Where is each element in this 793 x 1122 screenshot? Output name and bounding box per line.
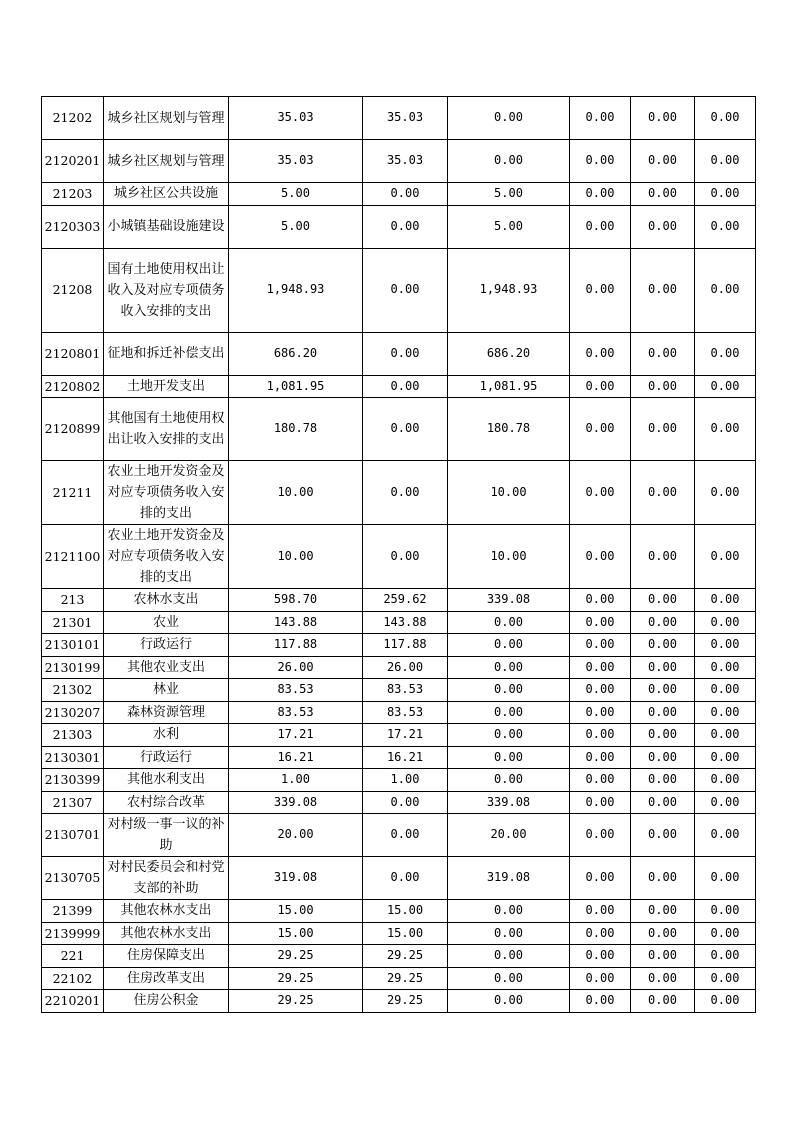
subject-code-cell: 2121100 <box>42 525 104 589</box>
table-row <box>42 375 756 398</box>
subject-name-cell: 农林水支出 <box>104 589 229 612</box>
other-col-3-cell: 0.00 <box>695 900 756 923</box>
table-row <box>42 634 756 657</box>
basic-expenditure-cell: 143.88 <box>363 611 448 634</box>
table-row <box>42 701 756 724</box>
project-expenditure-cell: 339.08 <box>448 589 570 612</box>
project-expenditure-cell: 0.00 <box>448 967 570 990</box>
subject-name-cell: 土地开发支出 <box>104 375 229 398</box>
other-col-2-cell: 0.00 <box>631 205 695 248</box>
other-col-2-cell: 0.00 <box>631 814 695 857</box>
other-col-2-cell: 0.00 <box>631 248 695 332</box>
table-row <box>42 398 756 461</box>
basic-expenditure-cell: 15.00 <box>363 922 448 945</box>
table-row <box>42 525 756 589</box>
other-col-1-cell: 0.00 <box>570 589 631 612</box>
other-col-3-cell: 0.00 <box>695 990 756 1013</box>
other-col-3-cell: 0.00 <box>695 814 756 857</box>
total-amount-cell: 15.00 <box>229 922 363 945</box>
subject-code-cell: 21399 <box>42 900 104 923</box>
other-col-3-cell: 0.00 <box>695 375 756 398</box>
other-col-2-cell: 0.00 <box>631 140 695 183</box>
other-col-3-cell: 0.00 <box>695 746 756 769</box>
other-col-2-cell: 0.00 <box>631 967 695 990</box>
subject-code-cell: 2120801 <box>42 332 104 375</box>
subject-code-cell: 2130705 <box>42 857 104 900</box>
subject-name-cell: 农村综合改革 <box>104 791 229 814</box>
total-amount-cell: 29.25 <box>229 990 363 1013</box>
project-expenditure-cell: 686.20 <box>448 332 570 375</box>
project-expenditure-cell: 0.00 <box>448 900 570 923</box>
project-expenditure-cell: 0.00 <box>448 990 570 1013</box>
project-expenditure-cell: 319.08 <box>448 857 570 900</box>
other-col-1-cell: 0.00 <box>570 656 631 679</box>
table-row <box>42 611 756 634</box>
other-col-3-cell: 0.00 <box>695 97 756 140</box>
table-row <box>42 967 756 990</box>
total-amount-cell: 10.00 <box>229 525 363 589</box>
total-amount-cell: 83.53 <box>229 701 363 724</box>
subject-name-cell: 其他农林水支出 <box>104 922 229 945</box>
table-row <box>42 656 756 679</box>
basic-expenditure-cell: 29.25 <box>363 967 448 990</box>
table-row <box>42 461 756 525</box>
subject-name-cell: 住房公积金 <box>104 990 229 1013</box>
table-row <box>42 900 756 923</box>
other-col-1-cell: 0.00 <box>570 205 631 248</box>
other-col-2-cell: 0.00 <box>631 375 695 398</box>
project-expenditure-cell: 0.00 <box>448 769 570 792</box>
subject-code-cell: 2130301 <box>42 746 104 769</box>
basic-expenditure-cell: 0.00 <box>363 398 448 461</box>
other-col-2-cell: 0.00 <box>631 701 695 724</box>
subject-name-cell: 对村级一事一议的补助 <box>104 814 229 857</box>
project-expenditure-cell: 0.00 <box>448 656 570 679</box>
other-col-2-cell: 0.00 <box>631 900 695 923</box>
other-col-2-cell: 0.00 <box>631 746 695 769</box>
subject-code-cell: 221 <box>42 945 104 968</box>
other-col-2-cell: 0.00 <box>631 97 695 140</box>
total-amount-cell: 598.70 <box>229 589 363 612</box>
other-col-1-cell: 0.00 <box>570 922 631 945</box>
other-col-1-cell: 0.00 <box>570 183 631 206</box>
total-amount-cell: 10.00 <box>229 461 363 525</box>
basic-expenditure-cell: 15.00 <box>363 900 448 923</box>
table-row <box>42 248 756 332</box>
total-amount-cell: 35.03 <box>229 97 363 140</box>
basic-expenditure-cell: 0.00 <box>363 791 448 814</box>
other-col-3-cell: 0.00 <box>695 656 756 679</box>
other-col-3-cell: 0.00 <box>695 205 756 248</box>
basic-expenditure-cell: 0.00 <box>363 814 448 857</box>
project-expenditure-cell: 20.00 <box>448 814 570 857</box>
subject-code-cell: 213 <box>42 589 104 612</box>
total-amount-cell: 180.78 <box>229 398 363 461</box>
other-col-2-cell: 0.00 <box>631 724 695 747</box>
other-col-3-cell: 0.00 <box>695 634 756 657</box>
other-col-1-cell: 0.00 <box>570 375 631 398</box>
total-amount-cell: 17.21 <box>229 724 363 747</box>
other-col-3-cell: 0.00 <box>695 791 756 814</box>
other-col-1-cell: 0.00 <box>570 248 631 332</box>
basic-expenditure-cell: 0.00 <box>363 183 448 206</box>
table-row <box>42 679 756 702</box>
basic-expenditure-cell: 1.00 <box>363 769 448 792</box>
project-expenditure-cell: 0.00 <box>448 634 570 657</box>
project-expenditure-cell: 10.00 <box>448 461 570 525</box>
project-expenditure-cell: 339.08 <box>448 791 570 814</box>
other-col-1-cell: 0.00 <box>570 611 631 634</box>
total-amount-cell: 1.00 <box>229 769 363 792</box>
project-expenditure-cell: 0.00 <box>448 724 570 747</box>
table-row <box>42 332 756 375</box>
basic-expenditure-cell: 0.00 <box>363 461 448 525</box>
other-col-1-cell: 0.00 <box>570 461 631 525</box>
table-body <box>42 97 756 1013</box>
subject-name-cell: 住房保障支出 <box>104 945 229 968</box>
table-row <box>42 814 756 857</box>
project-expenditure-cell: 0.00 <box>448 140 570 183</box>
subject-name-cell: 行政运行 <box>104 746 229 769</box>
subject-name-cell: 其他农林水支出 <box>104 900 229 923</box>
subject-code-cell: 21211 <box>42 461 104 525</box>
project-expenditure-cell: 0.00 <box>448 922 570 945</box>
total-amount-cell: 686.20 <box>229 332 363 375</box>
basic-expenditure-cell: 0.00 <box>363 248 448 332</box>
project-expenditure-cell: 0.00 <box>448 97 570 140</box>
subject-name-cell: 住房改革支出 <box>104 967 229 990</box>
subject-code-cell: 2130399 <box>42 769 104 792</box>
other-col-2-cell: 0.00 <box>631 589 695 612</box>
subject-name-cell: 林业 <box>104 679 229 702</box>
table-row <box>42 97 756 140</box>
subject-code-cell: 22102 <box>42 967 104 990</box>
other-col-1-cell: 0.00 <box>570 791 631 814</box>
basic-expenditure-cell: 0.00 <box>363 525 448 589</box>
subject-code-cell: 2130199 <box>42 656 104 679</box>
basic-expenditure-cell: 0.00 <box>363 857 448 900</box>
basic-expenditure-cell: 259.62 <box>363 589 448 612</box>
basic-expenditure-cell: 29.25 <box>363 990 448 1013</box>
other-col-2-cell: 0.00 <box>631 857 695 900</box>
other-col-3-cell: 0.00 <box>695 461 756 525</box>
project-expenditure-cell: 5.00 <box>448 183 570 206</box>
subject-code-cell: 2120802 <box>42 375 104 398</box>
subject-code-cell: 21202 <box>42 97 104 140</box>
subject-name-cell: 农业土地开发资金及对应专项债务收入安排的支出 <box>104 461 229 525</box>
subject-code-cell: 2130101 <box>42 634 104 657</box>
other-col-1-cell: 0.00 <box>570 857 631 900</box>
other-col-2-cell: 0.00 <box>631 769 695 792</box>
table-row <box>42 746 756 769</box>
other-col-2-cell: 0.00 <box>631 525 695 589</box>
subject-name-cell: 城乡社区规划与管理 <box>104 140 229 183</box>
other-col-2-cell: 0.00 <box>631 183 695 206</box>
subject-code-cell: 21203 <box>42 183 104 206</box>
subject-code-cell: 21301 <box>42 611 104 634</box>
other-col-2-cell: 0.00 <box>631 332 695 375</box>
subject-name-cell: 水利 <box>104 724 229 747</box>
project-expenditure-cell: 180.78 <box>448 398 570 461</box>
other-col-3-cell: 0.00 <box>695 525 756 589</box>
table-row <box>42 589 756 612</box>
other-col-1-cell: 0.00 <box>570 746 631 769</box>
subject-name-cell: 农业土地开发资金及对应专项债务收入安排的支出 <box>104 525 229 589</box>
other-col-3-cell: 0.00 <box>695 679 756 702</box>
total-amount-cell: 16.21 <box>229 746 363 769</box>
basic-expenditure-cell: 0.00 <box>363 205 448 248</box>
subject-code-cell: 2120303 <box>42 205 104 248</box>
table-row <box>42 857 756 900</box>
other-col-3-cell: 0.00 <box>695 967 756 990</box>
other-col-2-cell: 0.00 <box>631 461 695 525</box>
project-expenditure-cell: 0.00 <box>448 679 570 702</box>
subject-code-cell: 2120201 <box>42 140 104 183</box>
subject-name-cell: 城乡社区公共设施 <box>104 183 229 206</box>
other-col-3-cell: 0.00 <box>695 398 756 461</box>
basic-expenditure-cell: 17.21 <box>363 724 448 747</box>
table-row <box>42 945 756 968</box>
other-col-1-cell: 0.00 <box>570 679 631 702</box>
basic-expenditure-cell: 0.00 <box>363 332 448 375</box>
other-col-1-cell: 0.00 <box>570 814 631 857</box>
basic-expenditure-cell: 83.53 <box>363 679 448 702</box>
other-col-3-cell: 0.00 <box>695 769 756 792</box>
basic-expenditure-cell: 16.21 <box>363 746 448 769</box>
basic-expenditure-cell: 26.00 <box>363 656 448 679</box>
other-col-1-cell: 0.00 <box>570 967 631 990</box>
total-amount-cell: 35.03 <box>229 140 363 183</box>
total-amount-cell: 15.00 <box>229 900 363 923</box>
other-col-3-cell: 0.00 <box>695 724 756 747</box>
project-expenditure-cell: 1,948.93 <box>448 248 570 332</box>
project-expenditure-cell: 1,081.95 <box>448 375 570 398</box>
table-row <box>42 140 756 183</box>
total-amount-cell: 5.00 <box>229 183 363 206</box>
other-col-3-cell: 0.00 <box>695 611 756 634</box>
table-row <box>42 183 756 206</box>
other-col-1-cell: 0.00 <box>570 332 631 375</box>
total-amount-cell: 1,948.93 <box>229 248 363 332</box>
basic-expenditure-cell: 35.03 <box>363 97 448 140</box>
other-col-3-cell: 0.00 <box>695 183 756 206</box>
other-col-3-cell: 0.00 <box>695 332 756 375</box>
project-expenditure-cell: 0.00 <box>448 611 570 634</box>
project-expenditure-cell: 10.00 <box>448 525 570 589</box>
basic-expenditure-cell: 117.88 <box>363 634 448 657</box>
other-col-2-cell: 0.00 <box>631 945 695 968</box>
other-col-3-cell: 0.00 <box>695 857 756 900</box>
subject-code-cell: 2139999 <box>42 922 104 945</box>
other-col-3-cell: 0.00 <box>695 945 756 968</box>
subject-code-cell: 21307 <box>42 791 104 814</box>
total-amount-cell: 5.00 <box>229 205 363 248</box>
other-col-2-cell: 0.00 <box>631 990 695 1013</box>
other-col-1-cell: 0.00 <box>570 634 631 657</box>
total-amount-cell: 29.25 <box>229 967 363 990</box>
other-col-3-cell: 0.00 <box>695 922 756 945</box>
subject-name-cell: 征地和拆迁补偿支出 <box>104 332 229 375</box>
total-amount-cell: 83.53 <box>229 679 363 702</box>
subject-code-cell: 21303 <box>42 724 104 747</box>
subject-name-cell: 农业 <box>104 611 229 634</box>
table-row <box>42 205 756 248</box>
subject-name-cell: 小城镇基础设施建设 <box>104 205 229 248</box>
other-col-1-cell: 0.00 <box>570 990 631 1013</box>
other-col-3-cell: 0.00 <box>695 248 756 332</box>
subject-code-cell: 2210201 <box>42 990 104 1013</box>
subject-name-cell: 对村民委员会和村党支部的补助 <box>104 857 229 900</box>
project-expenditure-cell: 5.00 <box>448 205 570 248</box>
other-col-3-cell: 0.00 <box>695 140 756 183</box>
subject-code-cell: 2130207 <box>42 701 104 724</box>
total-amount-cell: 1,081.95 <box>229 375 363 398</box>
subject-name-cell: 森林资源管理 <box>104 701 229 724</box>
table-row <box>42 769 756 792</box>
other-col-2-cell: 0.00 <box>631 634 695 657</box>
total-amount-cell: 20.00 <box>229 814 363 857</box>
subject-code-cell: 21302 <box>42 679 104 702</box>
other-col-2-cell: 0.00 <box>631 656 695 679</box>
project-expenditure-cell: 0.00 <box>448 945 570 968</box>
basic-expenditure-cell: 0.00 <box>363 375 448 398</box>
budget-expenditure-table <box>41 96 756 1013</box>
subject-name-cell: 国有土地使用权出让收入及对应专项债务收入安排的支出 <box>104 248 229 332</box>
other-col-1-cell: 0.00 <box>570 769 631 792</box>
subject-name-cell: 城乡社区规划与管理 <box>104 97 229 140</box>
other-col-1-cell: 0.00 <box>570 525 631 589</box>
project-expenditure-cell: 0.00 <box>448 701 570 724</box>
other-col-3-cell: 0.00 <box>695 701 756 724</box>
total-amount-cell: 117.88 <box>229 634 363 657</box>
project-expenditure-cell: 0.00 <box>448 746 570 769</box>
table-row <box>42 724 756 747</box>
other-col-2-cell: 0.00 <box>631 922 695 945</box>
table-row <box>42 791 756 814</box>
other-col-3-cell: 0.00 <box>695 589 756 612</box>
other-col-2-cell: 0.00 <box>631 679 695 702</box>
other-col-1-cell: 0.00 <box>570 398 631 461</box>
basic-expenditure-cell: 35.03 <box>363 140 448 183</box>
other-col-1-cell: 0.00 <box>570 900 631 923</box>
table-row <box>42 922 756 945</box>
other-col-1-cell: 0.00 <box>570 701 631 724</box>
total-amount-cell: 26.00 <box>229 656 363 679</box>
other-col-1-cell: 0.00 <box>570 945 631 968</box>
other-col-2-cell: 0.00 <box>631 611 695 634</box>
total-amount-cell: 339.08 <box>229 791 363 814</box>
basic-expenditure-cell: 29.25 <box>363 945 448 968</box>
subject-name-cell: 其他农业支出 <box>104 656 229 679</box>
subject-name-cell: 行政运行 <box>104 634 229 657</box>
subject-name-cell: 其他国有土地使用权出让收入安排的支出 <box>104 398 229 461</box>
basic-expenditure-cell: 83.53 <box>363 701 448 724</box>
other-col-1-cell: 0.00 <box>570 724 631 747</box>
total-amount-cell: 29.25 <box>229 945 363 968</box>
other-col-2-cell: 0.00 <box>631 791 695 814</box>
total-amount-cell: 143.88 <box>229 611 363 634</box>
subject-code-cell: 2120899 <box>42 398 104 461</box>
other-col-1-cell: 0.00 <box>570 140 631 183</box>
table-row <box>42 990 756 1013</box>
subject-code-cell: 21208 <box>42 248 104 332</box>
subject-code-cell: 2130701 <box>42 814 104 857</box>
other-col-2-cell: 0.00 <box>631 398 695 461</box>
total-amount-cell: 319.08 <box>229 857 363 900</box>
subject-name-cell: 其他水利支出 <box>104 769 229 792</box>
other-col-1-cell: 0.00 <box>570 97 631 140</box>
